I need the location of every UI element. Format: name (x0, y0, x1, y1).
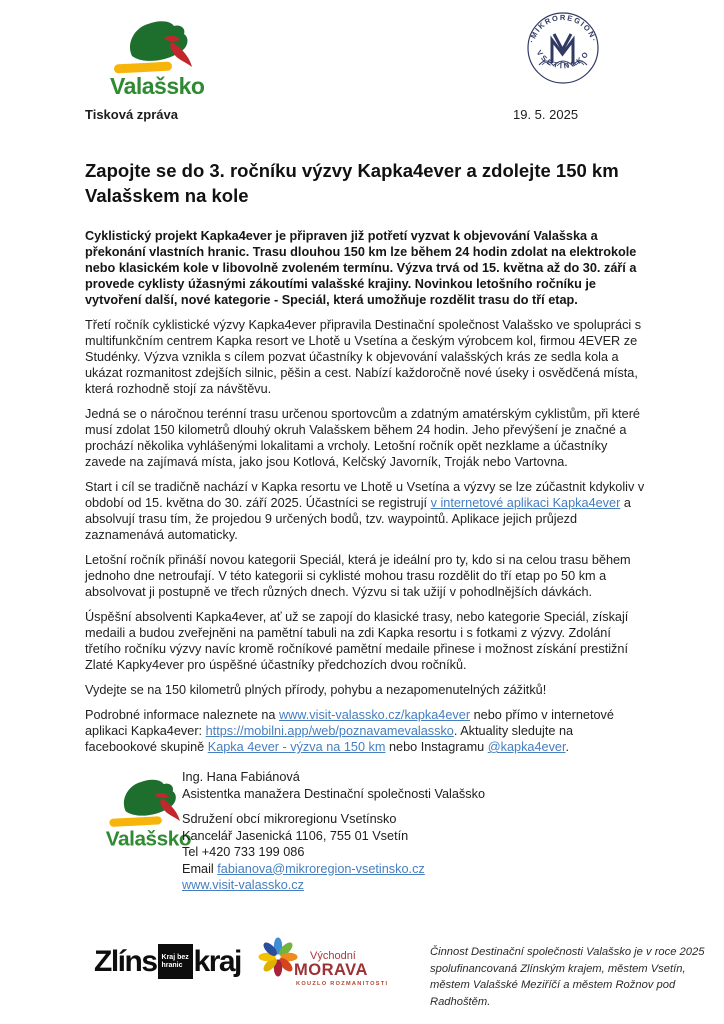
body-paragraph-lead (85, 228, 645, 308)
page-title: Zapojte se do 3. ročníku výzvy Kapka4ever a zdolejte 150 km Valašskem na kole (85, 160, 619, 206)
valassko-wordmark: Valašsko (105, 827, 192, 851)
text-run: . (565, 740, 570, 754)
morava-line3: KOUZLO ROZMANITOSTI (296, 981, 389, 987)
contact-address: Kancelář Jasenická 1106, 755 01 Vsetín (182, 828, 409, 843)
body-paragraph (85, 552, 645, 600)
zlin-logo-box (158, 944, 193, 979)
valassko-logo-icon (108, 14, 212, 102)
body-paragraph (85, 406, 645, 470)
valassko-wordmark: Valašsko (110, 73, 205, 99)
date: 19. 5. 2025 (513, 107, 579, 122)
inline-link[interactable]: v internetové aplikaci Kapka4ever (430, 496, 621, 510)
text-run: Start i cíl se tradičně nachází v Kapka resortu ve Lhotě u Vsetína a výzvy se lze zúčastnit kdykoliv v období od 15. května do 30. září 2025. Účastníci se registrují (85, 480, 645, 510)
contact-phone: Tel +420 733 199 086 (182, 845, 305, 859)
funding-note: Činnost Destinační společnosti Valašsko je v roce 2025 spolufinancovaná Zlínským krajem, městem Vsetín, městem Valašské Meziříčí a městem Rožnov pod Radhoštěm. (430, 946, 705, 1008)
text-run: a absolvují trasu tím, že projedou 9 určených bodů, tzv. waypointů. Aplikace jejich průjezd zaznamenává automaticky. (85, 496, 631, 542)
text-run: Email (182, 861, 218, 876)
inline-link[interactable]: www.visit-valassko.cz (182, 878, 304, 892)
inline-link[interactable]: fabianova@mikroregion-vsetinsko.cz (217, 861, 425, 876)
text-run: Úspěšní absolventi Kapka4ever, ať už se zapojí do klasické trasy, nebo kategorie Speciál, získají medaili a budou zveřejněni na pamětní tabuli na zdi Kapka resortu i s fotkami z výzvy. Zdolání třetího ročníku výzvy navíc kromě ročníkové pamětní medaile přinese i možnost získání prestižní Zlaté Kapky4ever pro úspěšné účastníky předchozích dvou ročníků. (85, 610, 629, 672)
contact-org: Sdružení obcí mikroregionu Vsetínsko (182, 812, 397, 826)
morava-line1: Východní (310, 950, 356, 962)
text-run: Jedná se o náročnou terénní trasu určenou sportovcům a zdatným amatérským cyklistům, při které musí zdolat 150 kilometrů dlouhý okruh Valašskem během 24 hodin. Jeho převýšení je značné a prochází několika vyhlášenými lokalitami a vrcholy. Letošní ročník opět nezklame a účastníky zavede na zajímavá místa, jako jsou Kotlová, Kelčský Javorník, Troják nebo Vartovna. (85, 407, 640, 469)
zlinsky-kraj-logo (94, 944, 241, 979)
inline-link[interactable]: @kapka4ever (487, 740, 566, 754)
text-run: Letošní ročník přináší novou kategorii Speciál, která je ideální pro ty, kdo si na celou trasu během jednoho dne netroufají. V této kategorii si cyklisté mohou trasu rozdělit do tří etap po 50 km a absolvovat ji postupně ve třech různých dnech. Výzvu si tak užijí v pohodlnějších dávkách. (85, 553, 631, 599)
svg-text:·MIKROREGION· (527, 13, 599, 44)
zlin-logo-right: kraj (193, 944, 241, 978)
text-run: Podrobné informace naleznete na (85, 708, 279, 722)
contact-role: Asistentka manažera Destinační společnosti Valašsko (182, 786, 486, 801)
body-text (85, 228, 645, 764)
zlin-box-line1: Kraj bez (161, 953, 189, 961)
seal-icon (526, 11, 600, 85)
spacer (182, 802, 485, 811)
mikroregion-vsetinsko-seal (526, 11, 600, 90)
doc-type-label: Tisková zpráva (85, 107, 178, 122)
zlin-logo-left: Zlíns (94, 944, 157, 978)
text-run: nebo přímo v internetové aplikaci Kapka4ever: (85, 708, 614, 738)
valassko-logo (108, 14, 212, 107)
seal-top-text: ·MIKROREGION· (526, 12, 600, 44)
morava-logo-text (294, 934, 388, 987)
text-run: Vydejte se na 150 kilometrů plných přírody, pohybu a nezapomenutelných zážitků! (85, 683, 547, 697)
text-run: Cyklistický projekt Kapka4ever je připraven již potřetí vyzvat k objevování Valašska a překonání vlastních hranic. Trasu dlouhou 150 km lze během 24 hodin zdolat na elektrokole nebo klasickém kole v libovolně zvoleném termínu. Výzva trvá od 15. května až do 30. září a provede cyklisty úžasnými zákoutími valašské krajiny. Novinkou letošního ročníku je vytvoření další, nové kategorie - Speciál, která umožňuje rozdělit trasu do tří etap. (85, 229, 637, 307)
inline-link[interactable]: https://mobilni.app/web/poznavamevalassko (205, 724, 454, 738)
seal-bottom-text: VSETÍNSKO (534, 48, 592, 71)
body-paragraph (85, 317, 645, 397)
contact-email (182, 861, 485, 878)
text-run: nebo Instagramu (385, 740, 488, 754)
body-paragraph (85, 707, 645, 755)
morava-line2: MORAVA (294, 961, 368, 979)
morava-flower-icon (258, 934, 298, 982)
contact-name: Ing. Hana Fabiánová (182, 770, 300, 784)
body-paragraph (85, 479, 645, 543)
inline-link[interactable]: www.visit-valassko.cz/kapka4ever (278, 708, 471, 722)
body-paragraph (85, 682, 645, 698)
text-run: Třetí ročník cyklistické výzvy Kapka4ever připravila Destinační společnost Valašsko ve spolupráci s multifunkčním centrem Kapka resort ve Lhotě u Vsetína a českým výrobcem kol, firmou 4EVER ze Studénky. Výzva vznikla s cílem pozvat účastníky k objevování valašských krás ze sedla kola a ukázat rozmanitost zdejších silnic, pěšin a cest. Nabízí každoročně nové úseky i osvědčená místa, která rozhodně stojí za návštěvu. (85, 318, 642, 396)
vychodni-morava-logo (258, 934, 388, 987)
contact-block (182, 769, 485, 894)
inline-link[interactable]: Kapka 4ever - výzva na 150 km (207, 740, 386, 754)
body-paragraph (85, 609, 645, 673)
zlin-box-line2: hranic (161, 961, 183, 969)
contact-website (182, 877, 485, 894)
text-run: . Aktuality sledujte na facebookové skupině (85, 724, 574, 754)
